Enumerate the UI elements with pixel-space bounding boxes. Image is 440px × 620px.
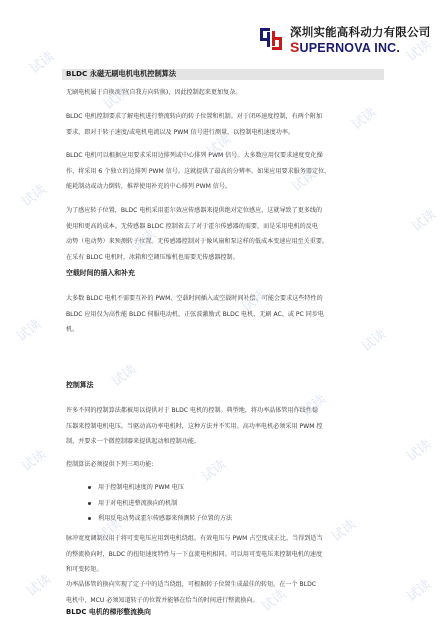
paragraph-line: 动势（电动势）来预测转子位置。无传感器控制对于像风扇和泵这样的低成本变速应用至关重要。 (66, 238, 329, 245)
paragraph-line: 许多不同的控制算法都被用以提供对于 BLDC 电机的控制。典型地，将功率晶体管用作线性稳 (66, 407, 318, 414)
watermark-text: 试读 (299, 392, 330, 420)
paragraph-3 (66, 203, 386, 265)
list-item (88, 496, 388, 512)
list-item (88, 511, 388, 527)
watermark-text: 试读 (349, 105, 380, 133)
list-item-text: 用于控制电机速度的 PWM 电压 (98, 484, 184, 491)
section-heading-control (66, 379, 386, 391)
watermark-text: 试读 (94, 517, 125, 545)
paragraph-line: 作，将采用 6 个独立的边排列 PWM 信号。这就提供了最高的分辨率。如果应用要求服务器定位、 (66, 167, 331, 175)
watermark-text: 试读 (409, 207, 440, 235)
watermark-text: 试读 (404, 37, 435, 65)
paragraph-2 (66, 148, 386, 195)
paragraph-line: 的整流换向时，BLDC 的扭矩速度特性与一下直流电机相同。可以用可变电压来控制电机的速度 (66, 550, 323, 558)
watermark-text: 试读 (24, 572, 55, 600)
paragraph-line: 控制算法必须提供下列三项功能: (66, 461, 154, 468)
watermark-text: 试读 (19, 447, 50, 475)
paragraph-intro (66, 85, 386, 101)
paragraph-line: 脉冲宽度调制仅用于将可变电压应用到电机绕组。有效电压与 PWM 占空度成正比。当得到适当 (66, 535, 323, 542)
watermark-text: 试读 (204, 132, 235, 160)
paragraph-4 (66, 291, 386, 338)
watermark-text: 试读 (259, 587, 290, 615)
watermark-text: 试读 (109, 362, 140, 390)
watermark-text: 试读 (129, 227, 160, 255)
paragraph-6 (66, 457, 386, 473)
paragraph-line: 无刷电机属于自换流型(自我方向转换)，因此控制起来更加复杂。 (66, 89, 242, 96)
company-logo (258, 26, 284, 52)
paragraph-5 (66, 403, 386, 450)
watermark-text: 试读 (101, 85, 132, 113)
list-item-text: 用于对电机进整流换向的机制 (98, 499, 178, 507)
bullet-icon (88, 486, 91, 489)
paragraph-line: 和可变转矩。 (66, 566, 103, 573)
paragraph-line: 能耗制动或动力倒转，推荐使用补充的中心排列 PWM 信号。 (66, 183, 232, 190)
company-name-cn: 深圳实能高科动力有限公司 (290, 25, 431, 39)
list-item (88, 480, 388, 496)
document-title: BLDC 永磁无刷电机电机控制算法 (66, 69, 177, 78)
watermark-text: 试读 (359, 327, 390, 355)
paragraph-line: 制，并要求一个微控制器来提供起动和控制功能。 (66, 438, 201, 445)
watermark-text: 试读 (329, 517, 360, 545)
paragraph-line: 电机中，MCU 必须知道转子的位置并能够在恰当的时间进行整流换向。 (66, 596, 259, 604)
paragraph-line: 为了感应转子位置，BLDC 电机采用霍尔效应传感器来提供绝对定位感应，这就导致了更多线的 (66, 207, 323, 214)
section-heading: 空载时间的插入和补充 (66, 269, 135, 277)
watermark-text: 试读 (199, 457, 230, 485)
paragraph-line: BLDC 电机可以根据应用要求采用边排列或中心排列 PWM 信号。大多数应用仅要求速度变化操 (66, 152, 323, 159)
bullet-icon (88, 517, 91, 520)
paragraph-line: 在采有 BLDC 电机时，冰箱和空调压缩机也需要无传感器控制。 (66, 253, 239, 261)
watermark-text: 试读 (19, 182, 50, 210)
company-name-en-initial: S (290, 39, 300, 55)
paragraph-line: BLDC 应用仅为高性能 BLDC 伺服电动机、正弦波激励式 BLDC 电机、无刷 AC、或 PC 同步电 (66, 310, 325, 318)
watermark-text: 试读 (404, 577, 435, 605)
section-heading-trapezoidal (66, 606, 386, 618)
watermark-text: 试读 (14, 317, 45, 345)
company-name-en-rest: UPERNOVA INC. (299, 41, 401, 55)
paragraph-7 (66, 531, 386, 578)
watermark-text: 试读 (404, 437, 435, 465)
section-heading: BLDC 电机的梯形整流换向 (66, 608, 151, 616)
paragraph-line: 大多数 BLDC 电机不需要互补的 PWM、空载时间插入或空载时间补偿。可能会要求这些特性的 (66, 295, 323, 302)
bullet-icon (88, 502, 91, 505)
paragraph-line: 机。 (66, 326, 79, 333)
company-name-en (290, 39, 400, 55)
paragraph-1 (66, 109, 386, 140)
watermark-text: 试读 (239, 287, 270, 315)
paragraph-line: 要求，即对于转子速度/或电机电流以及 PWM 信号进行测量，以控制电机速度功率。 (66, 128, 295, 136)
watermark-text: 试读 (289, 167, 320, 195)
paragraph-line: 功率晶体管的换向实现了定子中的适当绕组，可根据转子位置生成最佳的转矩。在一个 BLDC (66, 581, 317, 588)
list-item-text: 利用反电动势或霍尔传感器来预测转子位置的方法 (98, 515, 233, 522)
watermark-text: 试读 (27, 49, 58, 77)
section-heading-deadtime (66, 267, 386, 279)
paragraph-line: BLDC 电机控制要求了解电机进行整流转向的转子位置和机制。对于闭环速度控制，有两个附加 (66, 113, 323, 120)
paragraph-line: 压器来控制电机电压。当驱动高功率电机时，这种方法并不实用。高功率电机必须采用 PWM 控 (66, 422, 323, 430)
paragraph-8 (66, 577, 386, 608)
section-heading: 控制算法 (66, 381, 94, 389)
paragraph-line: 使用和更高的成本。无传感器 BLDC 控制省去了对于霍尔传感器的需要，而是采用电机的反电 (66, 222, 318, 230)
bullet-list (88, 480, 388, 527)
